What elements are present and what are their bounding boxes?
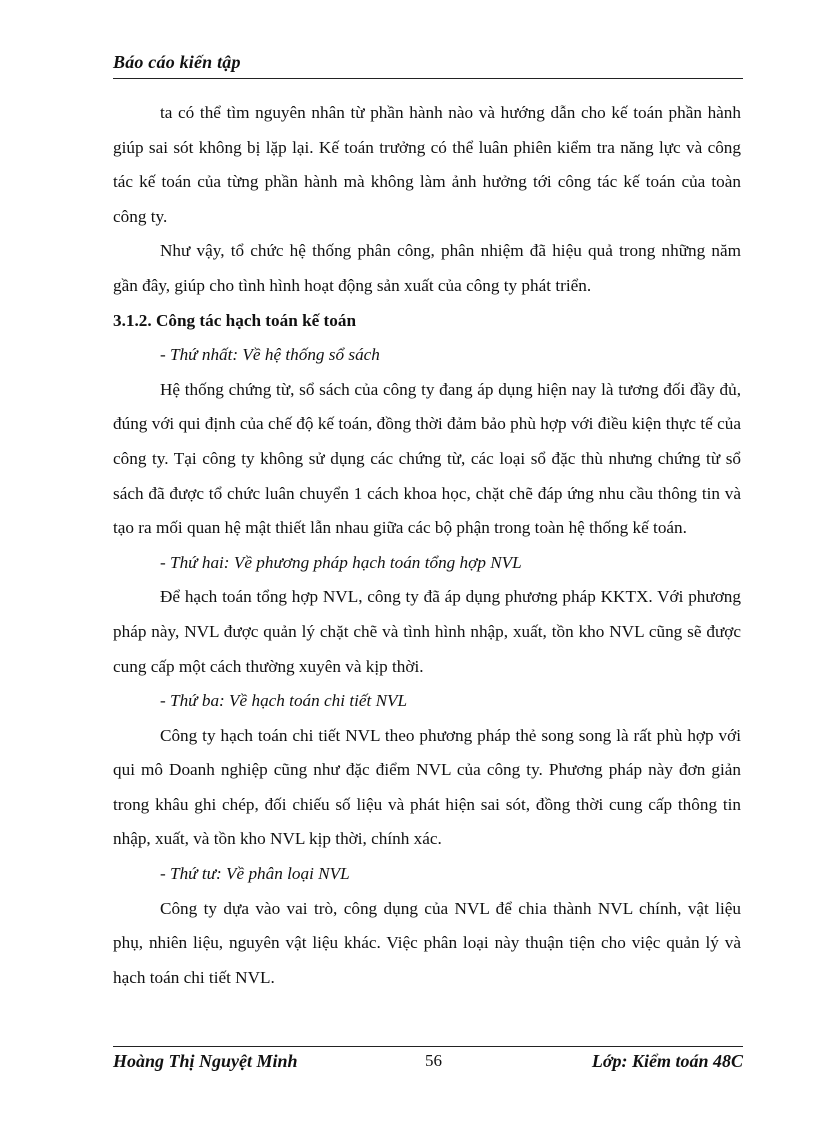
paragraph: ta có thể tìm nguyên nhân từ phần hành nào và hướng dẫn cho kế toán phần hành giúp sai sót không bị lặp lại. Kế toán trưởng có thể luân phiên kiểm tra năng lực và công tác kế toán của từng phần hành mà không làm ảnh hưởng tới công tác kế toán của toàn công ty. <box>113 103 741 226</box>
document-body <box>113 96 741 995</box>
page-footer <box>113 1046 743 1079</box>
sub-heading: - Thứ tư: Về phân loại NVL <box>160 864 350 884</box>
paragraph: Công ty hạch toán chi tiết NVL theo phương pháp thẻ song song là rất phù hợp với qui mô Doanh nghiệp cũng như đặc điểm NVL của công ty. Phương pháp này đơn giản trong khâu ghi chép, đối chiếu số liệu và phát hiện sai sót, đồng thời cung cấp thông tin nhập, xuất, và tồn kho NVL kịp thời, chính xác. <box>113 725 741 849</box>
header-title: Báo cáo kiến tập <box>113 52 241 72</box>
sub-heading: - Thứ ba: Về hạch toán chi tiết NVL <box>160 691 408 711</box>
paragraph: Để hạch toán tổng hợp NVL, công ty đã áp dụng phương pháp KKTX. Với phương pháp này, NVL được quản lý chặt chẽ và tình hình nhập, xuất, tồn kho NVL cũng sẽ được cung cấp một cách thường xuyên và kịp thời. <box>113 587 741 676</box>
page-number: 56 <box>425 1051 442 1070</box>
footer-class: Lớp: Kiểm toán 48C <box>591 1051 743 1071</box>
sub-heading: - Thứ nhất: Về hệ thống sổ sách <box>160 345 380 365</box>
page-header <box>113 52 743 79</box>
footer-author: Hoàng Thị Nguyệt Minh <box>113 1051 298 1071</box>
sub-heading: - Thứ hai: Về phương pháp hạch toán tổng hợp NVL <box>160 552 522 572</box>
paragraph: Hệ thống chứng từ, sổ sách của công ty đang áp dụng hiện nay là tương đối đầy đủ, đúng với qui định của chế độ kế toán, đồng thời đảm bảo phù hợp với điều kiện thực tế của công ty. Tại công ty không sử dụng các chứng từ, các loại sổ đặc thù nhưng chứng từ sổ sách đã được tổ chức luân chuyển 1 cách khoa học, chặt chẽ đáp ứng nhu cầu thông tin và tạo ra mối quan hệ mật thiết lẫn nhau giữa các bộ phận trong toàn hệ thống kế toán. <box>113 379 741 538</box>
paragraph: Như vậy, tổ chức hệ thống phân công, phân nhiệm đã hiệu quả trong những năm gần đây, giúp cho tình hình hoạt động sản xuất của công ty phát triển. <box>113 241 741 295</box>
paragraph: Công ty dựa vào vai trò, công dụng của NVL để chia thành NVL chính, vật liệu phụ, nhiên liệu, nguyên vật liệu khác. Việc phân loại này thuận tiện cho việc quản lý và hạch toán chi tiết NVL. <box>113 898 741 987</box>
section-heading: 3.1.2. Công tác hạch toán kế toán <box>113 310 357 330</box>
